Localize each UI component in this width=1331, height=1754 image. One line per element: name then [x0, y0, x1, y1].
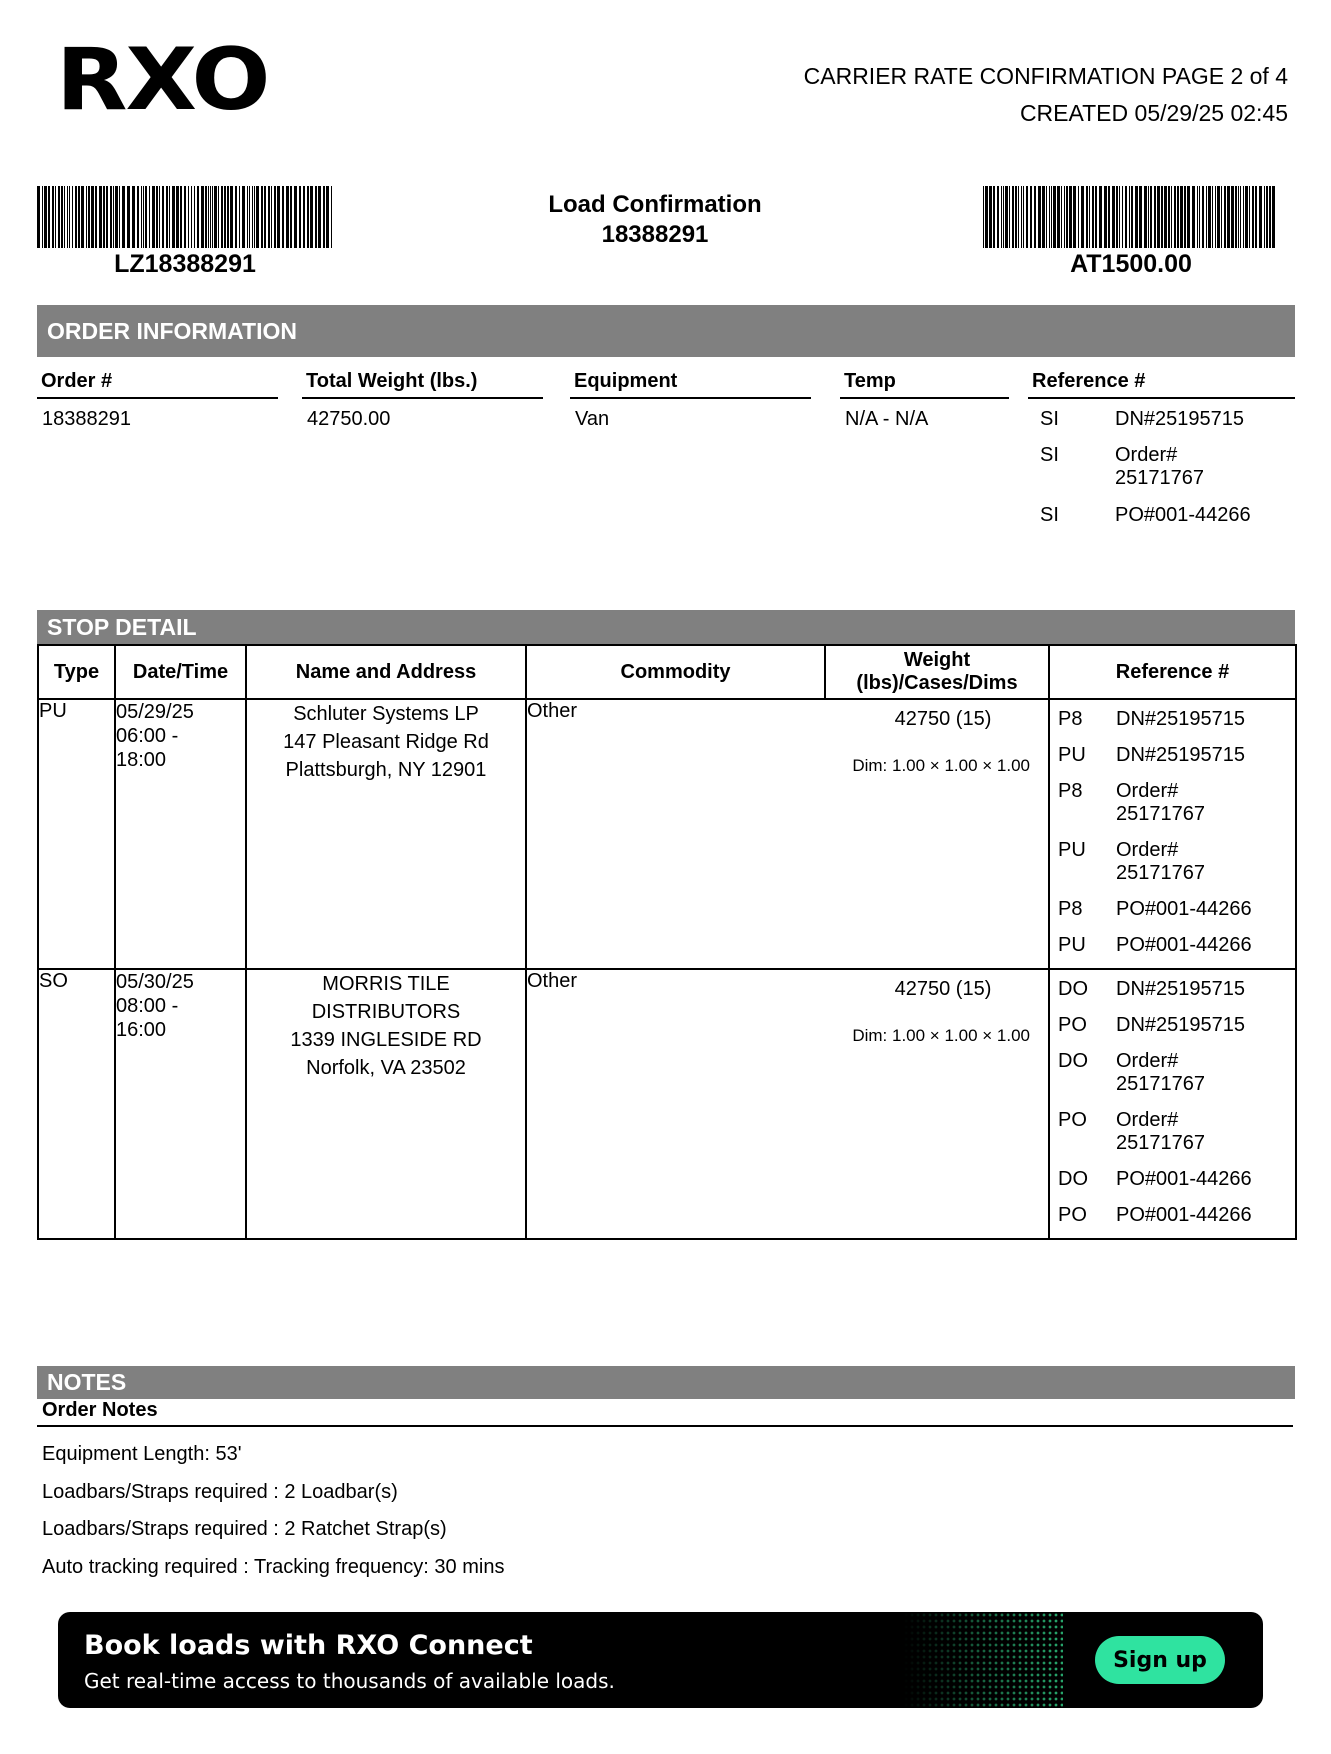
stop-commodity-weight [526, 699, 1049, 969]
stop-ref-value-line1: Order# [1116, 1109, 1179, 1131]
barcode-bar [1171, 186, 1172, 248]
stop-ref [1058, 1050, 1295, 1096]
stop-ref-type: DO [1058, 1168, 1088, 1190]
barcode-bar [37, 186, 40, 248]
barcode-bar [1042, 186, 1045, 248]
stop-ref-type: PU [1058, 839, 1086, 861]
barcode-bar [1089, 186, 1090, 248]
barcode-bar [1231, 186, 1234, 248]
table-row [38, 969, 1296, 1239]
stop-ref-value-line2: 25171767 [1116, 1132, 1205, 1154]
col-weight-header [825, 645, 1049, 699]
stop-name-address [246, 699, 526, 969]
stop-ref-value: PO#001-44266 [1116, 1168, 1252, 1190]
col-type-header: Type [38, 645, 115, 699]
barcode-bar [326, 186, 329, 248]
barcode-bar [1001, 186, 1002, 248]
barcode-bar [1049, 186, 1050, 248]
barcode-bar [224, 186, 226, 248]
barcode-bar [1144, 186, 1147, 248]
barcode-bar [261, 186, 263, 248]
barcode-bar [44, 186, 47, 248]
barcode-bar [159, 186, 160, 248]
left-barcode [37, 186, 333, 248]
stop-name: MORRIS TILE [322, 973, 450, 995]
order-number-header: Order # [37, 370, 278, 399]
stop-ref-type: PO [1058, 1204, 1087, 1226]
barcode-bar [1215, 186, 1216, 248]
barcode-bar [191, 186, 192, 248]
stop-dims: Dim: 1.00 × 1.00 × 1.00 [852, 1026, 1030, 1045]
barcode-bar [1221, 186, 1222, 248]
barcode-bar [1026, 186, 1028, 248]
barcode-bar [235, 186, 237, 248]
barcode-bar [1177, 186, 1179, 248]
col-datetime-header: Date/Time [115, 645, 246, 699]
barcode-bar [1116, 186, 1118, 248]
barcode-bar [1023, 186, 1024, 248]
stop-ref-value [1116, 1050, 1295, 1096]
stop-detail-table [37, 644, 1297, 1240]
barcode-bar [331, 186, 332, 248]
load-confirmation-title: Load Confirmation [548, 191, 762, 218]
barcode-bar [286, 186, 289, 248]
barcode-bar [1245, 186, 1248, 248]
barcode-bar [1202, 186, 1204, 248]
barcode-bar [1122, 186, 1123, 248]
barcode-bar [78, 186, 80, 248]
col-weight-header-line2: (lbs)/Cases/Dims [856, 672, 1018, 694]
barcode-bar [1139, 186, 1142, 248]
barcode-bar [1051, 186, 1052, 248]
stop-ref-type: PO [1058, 1109, 1087, 1131]
barcode-bar [256, 186, 259, 248]
barcode-bar [1164, 186, 1167, 248]
stop-ref [1058, 708, 1295, 731]
barcode-bar [55, 186, 56, 248]
note-line: Loadbars/Straps required : 2 Loadbar(s) [42, 1481, 398, 1503]
stop-ref-type: PU [1058, 744, 1086, 766]
stop-time-start: 08:00 - [116, 995, 179, 1017]
created-timestamp: CREATED 05/29/25 02:45 [1019, 100, 1288, 126]
barcode-bar [1066, 186, 1068, 248]
barcode-bar [294, 186, 297, 248]
barcode-bar [271, 186, 272, 248]
barcode-bar [119, 186, 120, 248]
order-information-header: ORDER INFORMATION [37, 305, 1295, 357]
barcode-bar [1112, 186, 1115, 248]
barcode-bar [303, 186, 305, 248]
barcode-bar [1180, 186, 1183, 248]
rxo-connect-banner[interactable] [58, 1612, 1263, 1708]
barcode-bar [69, 186, 70, 248]
barcode-bar [983, 186, 984, 248]
stop-detail-header: STOP DETAIL [37, 610, 1295, 644]
load-confirmation-number: 18388291 [601, 221, 709, 248]
stop-ref-value-line1: Order# [1116, 780, 1179, 802]
barcode-bar [249, 186, 250, 248]
barcode-bar [188, 186, 189, 248]
barcode-bar [1238, 186, 1239, 248]
stop-ref-type: P8 [1058, 898, 1083, 920]
barcode-bar [180, 186, 182, 248]
stop-ref-type: DO [1058, 1050, 1088, 1072]
barcode-bar [230, 186, 233, 248]
stop-commodity: Other [527, 700, 578, 722]
barcode-bar [1184, 186, 1186, 248]
barcode-bar [1129, 186, 1130, 248]
barcode-bar [1108, 186, 1110, 248]
stop-date: 05/30/25 [116, 971, 194, 993]
barcode-bar [194, 186, 195, 248]
barcode-bar [252, 186, 253, 248]
barcode-bar [227, 186, 229, 248]
total-weight-header: Total Weight (lbs.) [302, 370, 543, 399]
barcode-bar [985, 186, 988, 248]
stop-ref [1058, 1204, 1295, 1227]
sign-up-button[interactable]: Sign up [1095, 1636, 1225, 1684]
stop-type: PU [38, 699, 115, 969]
barcode-bar [1187, 186, 1190, 248]
stop-ref [1058, 898, 1295, 921]
barcode-bar [208, 186, 209, 248]
barcode-bar [1206, 186, 1207, 248]
barcode-bar [1057, 186, 1060, 248]
stop-ref-value: PO#001-44266 [1116, 934, 1252, 956]
order-ref-type: SI [1040, 504, 1059, 526]
barcode-bar [264, 186, 266, 248]
stop-ref [1058, 934, 1295, 957]
barcode-bar [143, 186, 144, 248]
barcode-bar [1154, 186, 1156, 248]
barcode-bar [86, 186, 87, 248]
barcode-bar [1046, 186, 1047, 248]
barcode-bar [149, 186, 150, 248]
barcode-bar [274, 186, 276, 248]
barcode-bar [318, 186, 321, 248]
stop-ref-value-line1: Order# [1116, 1050, 1179, 1072]
barcode-bar [1199, 186, 1200, 248]
barcode-bar [81, 186, 84, 248]
barcode-bar [221, 186, 223, 248]
barcode-bar [1069, 186, 1072, 248]
barcode-bar [239, 186, 240, 248]
barcode-bar [162, 186, 164, 248]
barcode-bar [1005, 186, 1008, 248]
stop-ref-value: DN#25195715 [1116, 708, 1245, 730]
barcode-bar [268, 186, 270, 248]
note-line: Auto tracking required : Tracking frequency: 30 mins [42, 1556, 505, 1578]
barcode-bar [127, 186, 130, 248]
stop-commodity-weight [526, 969, 1049, 1239]
barcode-bar [315, 186, 317, 248]
barcode-bar [1021, 186, 1022, 248]
barcode-bar [247, 186, 248, 248]
barcode-bar [1104, 186, 1107, 248]
barcode-bar [122, 186, 125, 248]
stop-ref [1058, 1168, 1295, 1191]
barcode-bar [218, 186, 219, 248]
stop-name-address [246, 969, 526, 1239]
col-name-address-header: Name and Address [246, 645, 526, 699]
col-commodity-header: Commodity [526, 645, 825, 699]
stop-dims: Dim: 1.00 × 1.00 × 1.00 [852, 756, 1030, 775]
stop-type: SO [38, 969, 115, 1239]
note-line: Equipment Length: 53' [42, 1443, 242, 1465]
barcode-bar [1243, 186, 1244, 248]
barcode-bar [1161, 186, 1163, 248]
barcode-bar [1224, 186, 1226, 248]
barcode-bar [61, 186, 63, 248]
barcode-bar [48, 186, 50, 248]
barcode-bar [1259, 186, 1262, 248]
barcode-bar [1086, 186, 1088, 248]
barcode-bar [1034, 186, 1036, 248]
total-weight-value: 42750.00 [307, 408, 391, 430]
notes-header: NOTES [37, 1366, 1295, 1399]
dot-pattern-fade [903, 1612, 1063, 1708]
barcode-bar [1148, 186, 1149, 248]
order-ref-type: SI [1040, 408, 1059, 430]
order-number-value: 18388291 [42, 408, 131, 430]
stop-time-end: 16:00 [116, 1019, 167, 1041]
barcode-bar [169, 186, 170, 248]
stop-time-start: 06:00 - [116, 725, 179, 747]
barcode-bar [1119, 186, 1120, 248]
stop-ref-type: PO [1058, 1014, 1087, 1036]
barcode-bar [1269, 186, 1271, 248]
order-notes-heading: Order Notes [42, 1399, 158, 1421]
stop-city: Norfolk, VA 23502 [306, 1057, 466, 1079]
barcode-bar [176, 186, 179, 248]
stop-weight: 42750 (15) [894, 708, 992, 730]
stop-ref [1058, 839, 1295, 885]
barcode-bar [88, 186, 90, 248]
barcode-bar [1208, 186, 1211, 248]
barcode-bar [1015, 186, 1017, 248]
barcode-bar [1168, 186, 1170, 248]
barcode-bar [113, 186, 114, 248]
right-barcode-label: AT1500.00 [1070, 250, 1192, 278]
barcode-bar [1018, 186, 1019, 248]
barcode-bar [91, 186, 94, 248]
barcode-bar [1135, 186, 1138, 248]
stop-ref [1058, 978, 1295, 1001]
barcode-bar [1131, 186, 1133, 248]
notes-divider [37, 1425, 1293, 1427]
barcode-bar [1095, 186, 1097, 248]
barcode-bar [1030, 186, 1032, 248]
barcode-bar [310, 186, 313, 248]
order-ref-value: PO#001-44266 [1115, 504, 1251, 526]
barcode-bar [156, 186, 158, 248]
barcode-bar [323, 186, 325, 248]
order-ref-value: DN#25195715 [1115, 408, 1244, 430]
barcode-bar [282, 186, 284, 248]
banner-subtitle: Get real-time access to thousands of available loads. [84, 1669, 615, 1693]
barcode-bar [1264, 186, 1265, 248]
barcode-bar [75, 186, 77, 248]
barcode-bar [1125, 186, 1127, 248]
barcode-bar [997, 186, 999, 248]
barcode-bar [254, 186, 255, 248]
barcode-bar [1197, 186, 1198, 248]
barcode-bar [1061, 186, 1062, 248]
temp-value: N/A - N/A [845, 408, 929, 430]
stop-ref-value-line2: 25171767 [1116, 803, 1205, 825]
stop-commodity: Other [527, 970, 578, 992]
stop-datetime [115, 969, 246, 1239]
barcode-bar [290, 186, 292, 248]
barcode-bar [137, 186, 139, 248]
stop-name: Schluter Systems LP [293, 703, 479, 725]
left-barcode-label: LZ18388291 [114, 250, 256, 278]
barcode-bar [1012, 186, 1014, 248]
stop-ref [1058, 1109, 1295, 1155]
reference-header: Reference # [1028, 370, 1295, 399]
stop-date: 05/29/25 [116, 701, 194, 723]
barcode-bar [307, 186, 309, 248]
stop-references [1049, 699, 1296, 969]
barcode-bar [1272, 186, 1275, 248]
stop-city: Plattsburgh, NY 12901 [285, 759, 487, 781]
stop-ref-value: DN#25195715 [1116, 978, 1245, 1000]
stop-references [1049, 969, 1296, 1239]
barcode-bar [64, 186, 65, 248]
stop-ref-type: DO [1058, 978, 1088, 1000]
stop-ref-value [1116, 839, 1295, 885]
stop-datetime [115, 699, 246, 969]
col-reference-header: Reference # [1049, 645, 1296, 699]
barcode-bar [1009, 186, 1010, 248]
barcode-bar [205, 186, 207, 248]
barcode-bar [145, 186, 147, 248]
barcode-bar [152, 186, 155, 248]
barcode-bar [1092, 186, 1094, 248]
barcode-bar [99, 186, 102, 248]
barcode-bar [103, 186, 105, 248]
stop-ref-type: PU [1058, 934, 1086, 956]
barcode-bar [989, 186, 992, 248]
order-ref-value [1115, 444, 1204, 490]
note-line: Loadbars/Straps required : 2 Ratchet Strap(s) [42, 1518, 447, 1540]
barcode-bar [1255, 186, 1257, 248]
barcode-bar [132, 186, 135, 248]
stop-ref-value: DN#25195715 [1116, 1014, 1245, 1036]
stop-ref-value: DN#25195715 [1116, 744, 1245, 766]
col-weight-header-line1: Weight [903, 649, 971, 671]
barcode-bar [993, 186, 995, 248]
stop-name-line2: DISTRIBUTORS [311, 1001, 461, 1023]
stop-ref-value-line1: Order# [1116, 839, 1179, 861]
right-barcode [983, 186, 1279, 248]
barcode-bar [1157, 186, 1160, 248]
stop-ref-value-line2: 25171767 [1116, 1073, 1205, 1095]
barcode-bar [1227, 186, 1230, 248]
barcode-bar [277, 186, 280, 248]
barcode-bar [210, 186, 211, 248]
stop-ref [1058, 744, 1295, 767]
barcode-bar [110, 186, 112, 248]
barcode-bar [67, 186, 68, 248]
order-ref-value-line1: Order# [1115, 444, 1178, 466]
barcode-bar [214, 186, 217, 248]
barcode-bar [184, 186, 186, 248]
barcode-bar [1099, 186, 1102, 248]
barcode-bar [1212, 186, 1213, 248]
barcode-bar [172, 186, 175, 248]
document-title: CARRIER RATE CONFIRMATION PAGE 2 of 4 [803, 63, 1288, 89]
barcode-bar [1064, 186, 1065, 248]
barcode-bar [1174, 186, 1176, 248]
stop-ref-type: P8 [1058, 708, 1083, 730]
barcode-bar [299, 186, 301, 248]
stop-ref-value: PO#001-44266 [1116, 1204, 1252, 1226]
barcode-bar [115, 186, 118, 248]
rxo-logo: RXO [56, 30, 269, 130]
barcode-bar [141, 186, 142, 248]
barcode-bar [1249, 186, 1250, 248]
barcode-bar [1073, 186, 1076, 248]
stop-time-end: 18:00 [116, 749, 167, 771]
barcode-bar [1235, 186, 1237, 248]
barcode-bar [1003, 186, 1004, 248]
order-ref-value-line2: 25171767 [1115, 467, 1204, 489]
stop-address: 147 Pleasant Ridge Rd [283, 731, 489, 753]
barcode-bar [1081, 186, 1084, 248]
stop-ref-type: P8 [1058, 780, 1083, 802]
barcode-bar [166, 186, 168, 248]
equipment-header: Equipment [570, 370, 811, 399]
barcode-bar [1150, 186, 1152, 248]
barcode-bar [1038, 186, 1041, 248]
barcode-bar [95, 186, 97, 248]
banner-title: Book loads with RXO Connect [84, 1630, 533, 1661]
barcode-bar [1240, 186, 1241, 248]
barcode-bar [58, 186, 60, 248]
stop-address: 1339 INGLESIDE RD [290, 1029, 482, 1051]
stop-ref-value-line2: 25171767 [1116, 862, 1205, 884]
temp-header: Temp [840, 370, 1009, 399]
table-header-row [38, 645, 1296, 699]
order-ref-type: SI [1040, 444, 1059, 466]
barcode-bar [201, 186, 204, 248]
barcode-bar [1078, 186, 1079, 248]
barcode-bar [1192, 186, 1195, 248]
stop-ref-value [1116, 780, 1295, 826]
barcode-bar [212, 186, 213, 248]
barcode-bar [1053, 186, 1056, 248]
stop-weight: 42750 (15) [894, 978, 992, 1000]
barcode-bar [42, 186, 43, 248]
barcode-bar [52, 186, 54, 248]
barcode-bar [1252, 186, 1254, 248]
barcode-bar [72, 186, 73, 248]
stop-ref [1058, 780, 1295, 826]
barcode-bar [242, 186, 245, 248]
barcode-bar [197, 186, 199, 248]
barcode-bar [1217, 186, 1220, 248]
barcode-bar [106, 186, 108, 248]
stop-ref-value [1116, 1109, 1295, 1155]
table-row [38, 699, 1296, 969]
stop-ref-value: PO#001-44266 [1116, 898, 1252, 920]
barcode-bar [1266, 186, 1268, 248]
stop-ref [1058, 1014, 1295, 1037]
equipment-value: Van [575, 408, 610, 430]
